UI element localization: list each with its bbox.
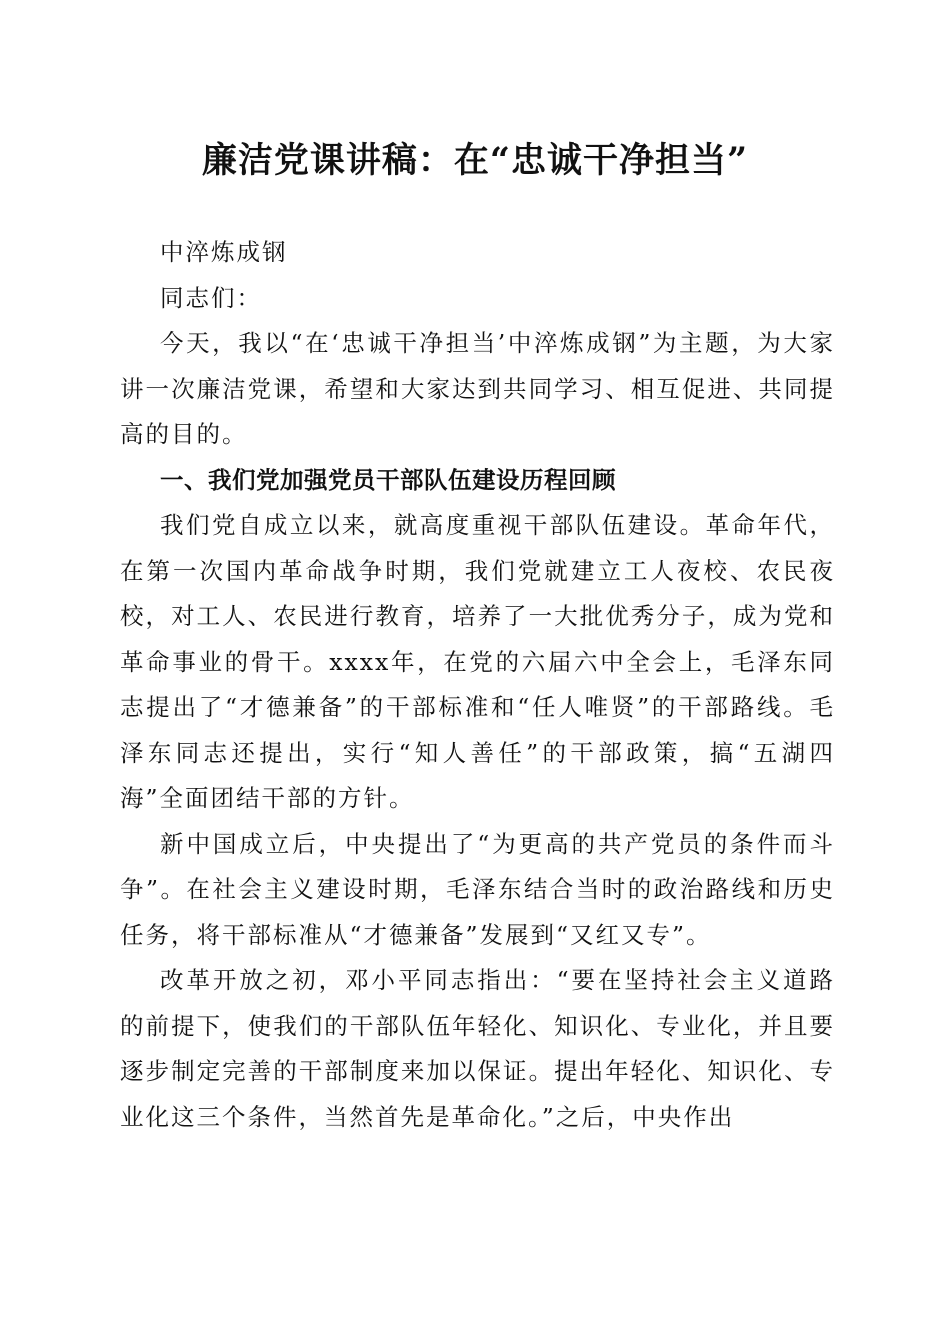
body-paragraph: 改革开放之初，邓小平同志指出：“要在坚持社会主义道路的前提下，使我们的干部队伍年轻化、知识化、专业化，并且要逐步制定完善的干部制度来加以保证。提出年轻化、知识化、专业化这三个条件，当然首先是革命化。”之后，中央作出: [120, 966, 835, 1131]
body-paragraph: 新中国成立后，中央提出了“为更高的共产党员的条件而斗争”。在社会主义建设时期，毛泽东结合当时的政治路线和历史任务，将干部标准从“才德兼备”发展到“又红又专”。: [120, 829, 835, 949]
intro-paragraph: 今天，我以“在‘忠诚干净担当’中淬炼成钢”为主题，为大家讲一次廉洁党课，希望和大家达到共同学习、相互促进、共同提高的目的。: [120, 329, 835, 448]
document-body: [120, 230, 835, 1140]
subtitle-line: 中淬炼成钢: [160, 238, 288, 266]
document-title: 廉洁党课讲稿：在“忠诚干净担当”: [201, 140, 749, 181]
salutation: 同志们：: [160, 283, 262, 312]
section-heading: 一、我们党加强党员干部队伍建设历程回顾: [160, 465, 616, 494]
body-paragraph: 我们党自成立以来，就高度重视干部队伍建设。革命年代，在第一次国内革命战争时期，我们党就建立工人夜校、农民夜校，对工人、农民进行教育，培养了一大批优秀分子，成为党和革命事业的骨干。xxxx年，在党的六届六中全会上，毛泽东同志提出了“才德兼备”的干部标准和“任人唯贤”的干部路线。毛泽东同志还提出，实行“知人善任”的干部政策，搞“五湖四海”全面团结干部的方针。: [120, 511, 835, 812]
